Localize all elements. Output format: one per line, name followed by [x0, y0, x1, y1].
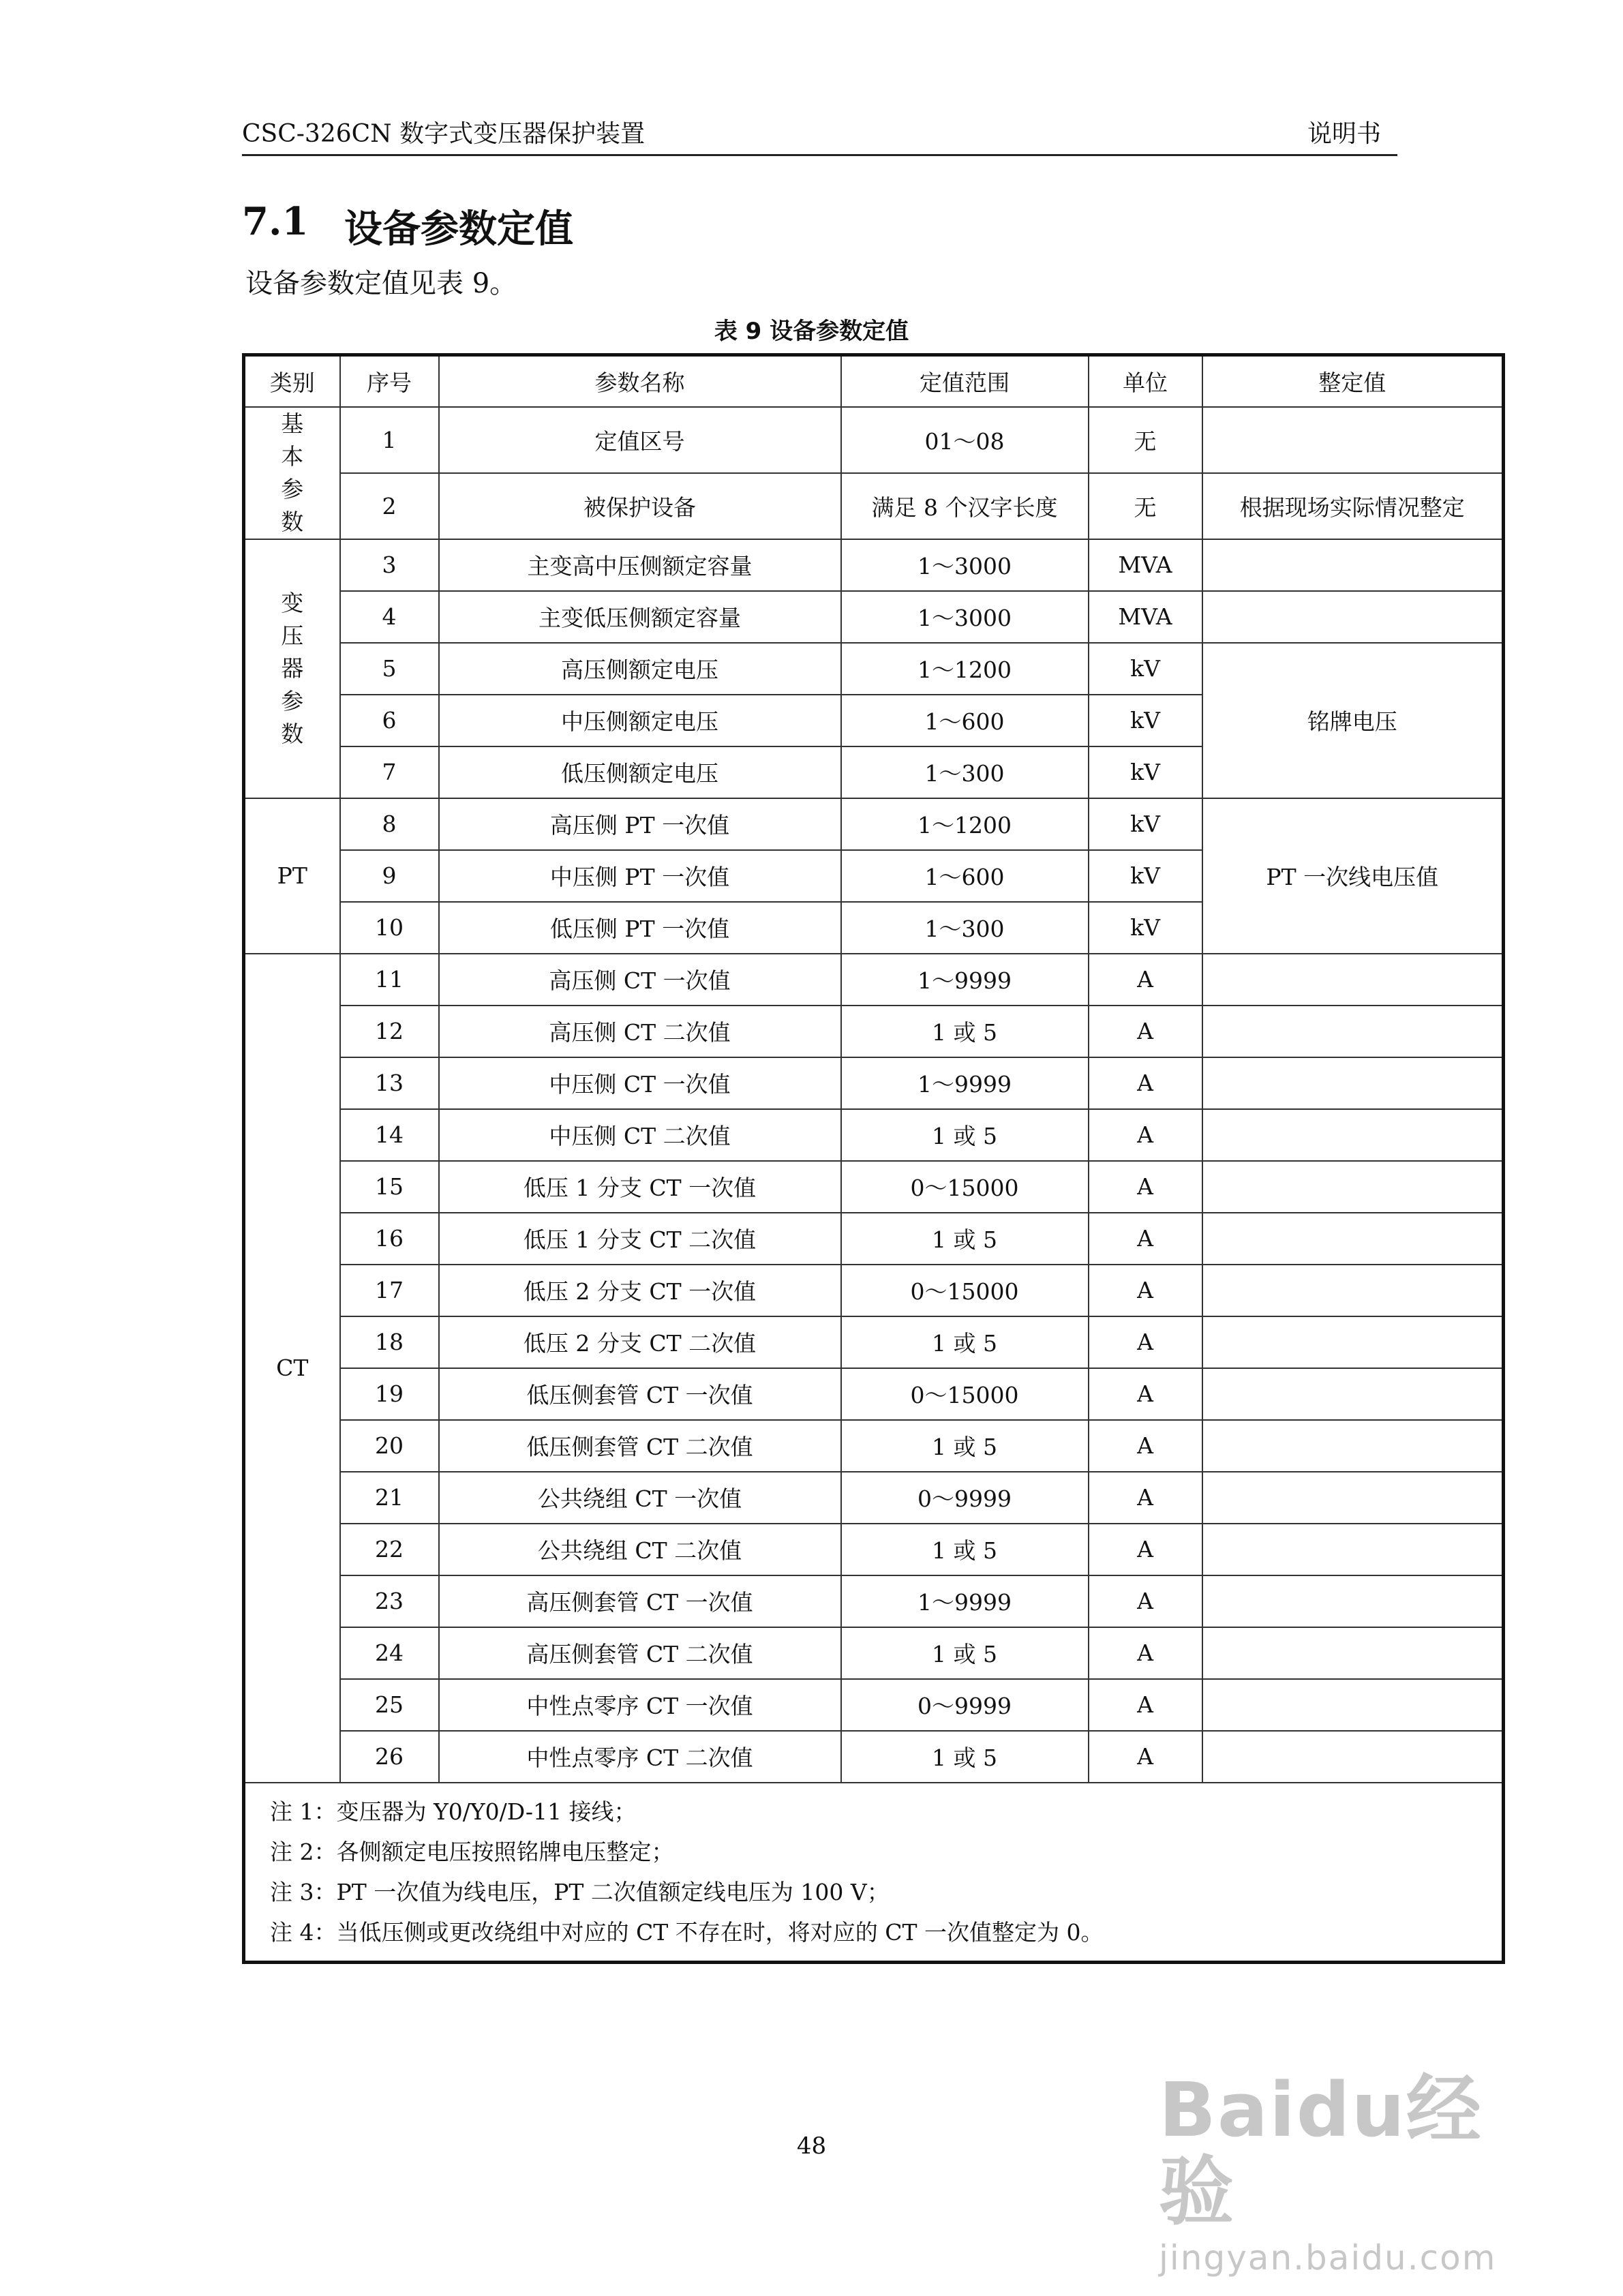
cell-name: 高压侧套管 CT 一次值 [439, 1575, 841, 1627]
cell-setting [1202, 1109, 1504, 1161]
cell-name: 定值区号 [439, 407, 841, 473]
category-char: 基 [281, 410, 304, 437]
cell-range: 0～15000 [841, 1265, 1089, 1316]
cell-unit: A [1089, 1213, 1202, 1265]
cell-range: 0～15000 [841, 1161, 1089, 1213]
cell-name: 中压侧 CT 一次值 [439, 1057, 841, 1109]
cell-name: 高压侧 PT 一次值 [439, 798, 841, 850]
cell-name: 中性点零序 CT 一次值 [439, 1679, 841, 1731]
note-line: 注 3：PT 一次值为线电压，PT 二次值额定线电压为 100 V； [270, 1878, 890, 1905]
cell-unit: kV [1089, 850, 1202, 902]
header-category: 类别 [244, 355, 340, 407]
cell-range: 1～600 [841, 695, 1089, 746]
category-char: 参 [281, 475, 304, 502]
cell-unit: A [1089, 1316, 1202, 1368]
table-row [244, 1679, 1504, 1731]
table-row [244, 1472, 1504, 1524]
cell-unit: A [1089, 1057, 1202, 1109]
category-char: 参 [281, 687, 304, 714]
cell-setting: PT 一次线电压值 [1202, 798, 1504, 954]
cell-no: 8 [340, 798, 439, 850]
table-row [244, 1524, 1504, 1575]
cell-unit: A [1089, 1265, 1202, 1316]
cell-range: 1 或 5 [841, 1627, 1089, 1679]
cell-range: 1 或 5 [841, 1316, 1089, 1368]
cell-no: 15 [340, 1161, 439, 1213]
cell-no: 24 [340, 1627, 439, 1679]
watermark [1159, 2066, 1541, 2278]
category-char: 数 [281, 508, 304, 535]
category-transformer [244, 539, 340, 798]
cell-name: 低压侧套管 CT 二次值 [439, 1420, 841, 1472]
cell-range: 1 或 5 [841, 1420, 1089, 1472]
section-intro: 设备参数定值见表 9。 [245, 268, 517, 299]
notes-row [244, 1783, 1504, 1963]
watermark-url: jingyan.baidu.com [1159, 2238, 1497, 2278]
cell-unit: A [1089, 1368, 1202, 1420]
cell-no: 20 [340, 1420, 439, 1472]
cell-unit: A [1089, 1006, 1202, 1057]
cell-unit: kV [1089, 746, 1202, 798]
page-number: 48 [796, 2132, 827, 2160]
table-row [244, 643, 1504, 695]
cell-name: 低压 2 分支 CT 一次值 [439, 1265, 841, 1316]
table-notes [244, 1783, 1504, 1963]
cell-unit: kV [1089, 695, 1202, 746]
cell-range: 1～3000 [841, 539, 1089, 591]
cell-no: 26 [340, 1731, 439, 1783]
table-row [244, 1575, 1504, 1627]
cell-range: 1～300 [841, 902, 1089, 954]
cell-setting [1202, 1368, 1504, 1420]
table-row [244, 1627, 1504, 1679]
cell-unit: A [1089, 1679, 1202, 1731]
note-line: 注 4：当低压侧或更改绕组中对应的 CT 不存在时，将对应的 CT 一次值整定为 0。 [270, 1918, 1104, 1946]
cell-range: 1 或 5 [841, 1524, 1089, 1575]
cell-unit: A [1089, 1161, 1202, 1213]
cell-range: 1～300 [841, 746, 1089, 798]
cell-setting [1202, 1524, 1504, 1575]
cell-setting: 根据现场实际情况整定 [1202, 473, 1504, 539]
cell-range: 1 或 5 [841, 1006, 1089, 1057]
table-row [244, 473, 1504, 539]
cell-unit: A [1089, 1472, 1202, 1524]
cell-no: 2 [340, 473, 439, 539]
cell-name: 高压侧套管 CT 二次值 [439, 1627, 841, 1679]
category-ct: CT [244, 954, 340, 1783]
cell-no: 23 [340, 1575, 439, 1627]
table-row [244, 591, 1504, 643]
cell-range: 1～1200 [841, 798, 1089, 850]
cell-no: 17 [340, 1265, 439, 1316]
cell-setting [1202, 591, 1504, 643]
cell-name: 低压 1 分支 CT 一次值 [439, 1161, 841, 1213]
cell-unit: A [1089, 1420, 1202, 1472]
cell-setting [1202, 1472, 1504, 1524]
cell-setting [1202, 407, 1504, 473]
cell-name: 主变低压侧额定容量 [439, 591, 841, 643]
cell-no: 11 [340, 954, 439, 1006]
cell-no: 9 [340, 850, 439, 902]
cell-no: 21 [340, 1472, 439, 1524]
cell-name: 中压侧 PT 一次值 [439, 850, 841, 902]
cell-range: 0～15000 [841, 1368, 1089, 1420]
cell-name: 低压侧额定电压 [439, 746, 841, 798]
cell-unit: kV [1089, 643, 1202, 695]
category-char: 本 [281, 442, 304, 470]
cell-range: 1 或 5 [841, 1731, 1089, 1783]
header-name: 参数名称 [439, 355, 841, 407]
cell-range: 1～3000 [841, 591, 1089, 643]
cell-unit: A [1089, 954, 1202, 1006]
cell-setting [1202, 1006, 1504, 1057]
cell-name: 低压侧 PT 一次值 [439, 902, 841, 954]
cell-name: 被保护设备 [439, 473, 841, 539]
header-doc-type: 说明书 [1307, 120, 1382, 148]
table-row [244, 407, 1504, 473]
cell-name: 高压侧额定电压 [439, 643, 841, 695]
cell-setting [1202, 1161, 1504, 1213]
cell-name: 低压侧套管 CT 一次值 [439, 1368, 841, 1420]
cell-name: 中性点零序 CT 二次值 [439, 1731, 841, 1783]
cell-unit: 无 [1089, 407, 1202, 473]
cell-unit: A [1089, 1627, 1202, 1679]
cell-name: 中压侧额定电压 [439, 695, 841, 746]
cell-name: 高压侧 CT 二次值 [439, 1006, 841, 1057]
cell-range: 01～08 [841, 407, 1089, 473]
category-char: 器 [281, 654, 304, 682]
cell-range: 1～9999 [841, 1057, 1089, 1109]
category-char: 数 [281, 720, 304, 747]
cell-setting [1202, 1316, 1504, 1368]
cell-range: 1～1200 [841, 643, 1089, 695]
table-row [244, 1316, 1504, 1368]
table-row [244, 1420, 1504, 1472]
header-rule [242, 154, 1397, 156]
cell-setting [1202, 1679, 1504, 1731]
cell-setting [1202, 954, 1504, 1006]
cell-name: 中压侧 CT 二次值 [439, 1109, 841, 1161]
cell-unit: kV [1089, 902, 1202, 954]
cell-unit: MVA [1089, 539, 1202, 591]
cell-no: 19 [340, 1368, 439, 1420]
table-caption: 表 9 设备参数定值 [714, 318, 909, 345]
cell-name: 高压侧 CT 一次值 [439, 954, 841, 1006]
cell-range: 1～600 [841, 850, 1089, 902]
cell-unit: A [1089, 1524, 1202, 1575]
note-line: 注 2：各侧额定电压按照铭牌电压整定； [270, 1838, 674, 1865]
cell-no: 14 [340, 1109, 439, 1161]
params-table [242, 353, 1505, 1964]
cell-setting [1202, 1575, 1504, 1627]
table-row [244, 1368, 1504, 1420]
cell-setting [1202, 1057, 1504, 1109]
cell-setting [1202, 1213, 1504, 1265]
cell-no: 25 [340, 1679, 439, 1731]
header-range: 定值范围 [841, 355, 1089, 407]
cell-unit: 无 [1089, 473, 1202, 539]
cell-range: 1 或 5 [841, 1213, 1089, 1265]
section-number: 7.1 [242, 199, 309, 244]
cell-no: 22 [340, 1524, 439, 1575]
header-unit: 单位 [1089, 355, 1202, 407]
watermark-logo: Baidu经验 [1159, 2066, 1483, 2235]
cell-range: 1～9999 [841, 954, 1089, 1006]
cell-no: 7 [340, 746, 439, 798]
note-line: 注 1：变压器为 Y0/Y0/D-11 接线； [270, 1798, 637, 1825]
table-row [244, 1006, 1504, 1057]
cell-unit: A [1089, 1109, 1202, 1161]
header-setting: 整定值 [1202, 355, 1504, 407]
cell-no: 6 [340, 695, 439, 746]
table-row [244, 539, 1504, 591]
cell-unit: kV [1089, 798, 1202, 850]
table-row [244, 1213, 1504, 1265]
category-basic [244, 407, 340, 539]
cell-setting [1202, 1627, 1504, 1679]
cell-unit: MVA [1089, 591, 1202, 643]
table-row [244, 954, 1504, 1006]
header-no: 序号 [340, 355, 439, 407]
cell-no: 18 [340, 1316, 439, 1368]
cell-setting [1202, 1731, 1504, 1783]
cell-no: 1 [340, 407, 439, 473]
table-row [244, 798, 1504, 850]
cell-no: 16 [340, 1213, 439, 1265]
cell-no: 3 [340, 539, 439, 591]
category-pt: PT [244, 798, 340, 954]
cell-no: 12 [340, 1006, 439, 1057]
table-row [244, 1109, 1504, 1161]
cell-name: 低压 1 分支 CT 二次值 [439, 1213, 841, 1265]
cell-no: 10 [340, 902, 439, 954]
header-doc-title: CSC-326CN 数字式变压器保护装置 [242, 120, 646, 148]
cell-range: 0～9999 [841, 1679, 1089, 1731]
cell-no: 5 [340, 643, 439, 695]
cell-name: 主变高中压侧额定容量 [439, 539, 841, 591]
cell-range: 满足 8 个汉字长度 [841, 473, 1089, 539]
cell-range: 1～9999 [841, 1575, 1089, 1627]
table-row [244, 1265, 1504, 1316]
cell-no: 13 [340, 1057, 439, 1109]
table-row [244, 1161, 1504, 1213]
category-char: 变 [281, 589, 304, 616]
cell-name: 公共绕组 CT 二次值 [439, 1524, 841, 1575]
table-row [244, 1731, 1504, 1783]
cell-setting [1202, 1265, 1504, 1316]
cell-setting [1202, 1420, 1504, 1472]
cell-setting: 铭牌电压 [1202, 643, 1504, 798]
section-title: 设备参数定值 [344, 207, 573, 252]
cell-no: 4 [340, 591, 439, 643]
table-row [244, 1057, 1504, 1109]
table-header-row [244, 355, 1504, 407]
cell-range: 0～9999 [841, 1472, 1089, 1524]
cell-unit: A [1089, 1731, 1202, 1783]
cell-unit: A [1089, 1575, 1202, 1627]
cell-name: 低压 2 分支 CT 二次值 [439, 1316, 841, 1368]
category-char: 压 [281, 622, 304, 649]
cell-setting [1202, 539, 1504, 591]
cell-range: 1 或 5 [841, 1109, 1089, 1161]
cell-name: 公共绕组 CT 一次值 [439, 1472, 841, 1524]
